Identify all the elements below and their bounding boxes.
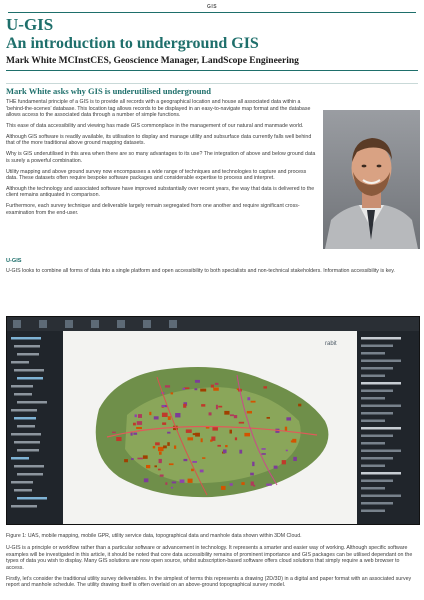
layer-tree-item[interactable] bbox=[17, 425, 35, 428]
building-mark bbox=[168, 416, 171, 420]
layer-tree-item[interactable] bbox=[17, 377, 43, 380]
layer-tree-item[interactable] bbox=[11, 337, 41, 340]
property-row bbox=[361, 360, 401, 363]
building-mark bbox=[160, 474, 164, 476]
layer-tree-item[interactable] bbox=[11, 433, 41, 436]
property-row bbox=[361, 427, 401, 430]
property-row bbox=[361, 457, 393, 460]
building-mark bbox=[239, 422, 244, 424]
paragraph: THE fundamental principle of a GIS is to provide all records with a geographical location and house all associated data within a ‘behind-the-scenes’ database. This location tag allows records to be displayed in an easy-to-navigate map format and the database allows access to the associated data through a number of simple functions. bbox=[6, 99, 311, 119]
property-row bbox=[361, 510, 385, 513]
building-mark bbox=[212, 427, 218, 431]
building-mark bbox=[146, 465, 150, 468]
building-mark bbox=[149, 412, 151, 415]
building-mark bbox=[266, 484, 272, 486]
after-figure-text bbox=[6, 545, 418, 593]
layer-tree-item[interactable] bbox=[17, 449, 39, 452]
building-mark bbox=[192, 461, 197, 463]
building-mark bbox=[216, 405, 218, 409]
building-mark bbox=[124, 459, 128, 462]
layer-tree-item[interactable] bbox=[17, 353, 39, 356]
layer-tree-item[interactable] bbox=[17, 473, 43, 476]
building-mark bbox=[209, 412, 212, 415]
building-mark bbox=[253, 485, 255, 487]
header-rule bbox=[8, 12, 416, 13]
toolbar-item[interactable] bbox=[91, 320, 99, 328]
building-mark bbox=[183, 459, 187, 461]
building-mark bbox=[285, 427, 287, 431]
layer-tree-item[interactable] bbox=[14, 465, 44, 468]
layer-tree-item[interactable] bbox=[14, 417, 36, 420]
building-mark bbox=[239, 450, 242, 454]
paragraph: U-GIS looks to combine all forms of data into a single platform and open accessibility to both specialists and non-technical stakeholders. Information accessibility is key. bbox=[6, 268, 395, 274]
building-mark bbox=[136, 427, 142, 429]
property-row bbox=[361, 502, 393, 505]
building-mark bbox=[218, 406, 222, 408]
article-subtitle: An introduction to underground GIS bbox=[6, 35, 259, 52]
building-mark bbox=[171, 487, 173, 489]
building-mark bbox=[188, 479, 193, 483]
building-mark bbox=[158, 447, 164, 451]
building-mark bbox=[251, 401, 256, 403]
building-mark bbox=[153, 446, 155, 448]
building-mark bbox=[112, 432, 116, 434]
building-mark bbox=[213, 387, 219, 390]
portrait-image bbox=[323, 110, 420, 249]
building-mark bbox=[158, 469, 161, 471]
building-mark bbox=[224, 411, 229, 415]
toolbar-icon bbox=[39, 320, 47, 328]
building-mark bbox=[131, 458, 134, 460]
building-mark bbox=[286, 450, 288, 452]
toolbar-item[interactable] bbox=[13, 320, 21, 328]
building-mark bbox=[159, 459, 162, 463]
paragraph: Why is GIS underutilised in this area when there are so many advantages to its use? The integration of above and below ground data is surely a powerful combination. bbox=[6, 151, 316, 164]
building-mark bbox=[167, 442, 170, 446]
building-mark bbox=[244, 433, 250, 437]
building-mark bbox=[201, 404, 205, 406]
layer-tree-item[interactable] bbox=[17, 497, 47, 500]
section-ugis bbox=[6, 256, 418, 279]
building-mark bbox=[201, 438, 203, 442]
layer-tree-item[interactable] bbox=[14, 441, 40, 444]
building-mark bbox=[247, 397, 250, 400]
building-mark bbox=[261, 453, 265, 455]
property-row bbox=[361, 412, 393, 415]
toolbar-item[interactable] bbox=[39, 320, 47, 328]
building-mark bbox=[191, 469, 194, 472]
building-mark bbox=[217, 445, 221, 447]
property-row bbox=[361, 435, 393, 438]
property-row bbox=[361, 390, 393, 393]
paragraph: This ease of data accessibility and viewing has made GIS commonplace in the management of our natural and manmade world. bbox=[6, 122, 304, 129]
intro-column bbox=[6, 99, 316, 221]
property-row bbox=[361, 367, 393, 370]
building-mark bbox=[234, 415, 237, 418]
layer-tree-item[interactable] bbox=[11, 409, 37, 412]
property-row bbox=[361, 420, 385, 423]
page-header bbox=[0, 0, 424, 14]
building-mark bbox=[165, 482, 167, 485]
property-row bbox=[361, 337, 401, 340]
building-mark bbox=[241, 482, 244, 485]
paragraph: U-GIS is a principle or workflow rather than a particular software or advancement in technology. It represents a smarter and easier way of working. Although specific software examples will be investigated in this article, it should be noted that core data accessibility remains of prominent importance and GIS packages can be utilised dependant on the types of data you wish to display. Many GIS solutions are now open source, whilst subscription-based software offers cloud solutions that simply require a web browser to access. bbox=[6, 545, 413, 571]
building-mark bbox=[187, 437, 193, 440]
building-mark bbox=[174, 445, 176, 448]
building-mark bbox=[267, 417, 270, 419]
section-heading: U-GIS bbox=[6, 258, 22, 264]
building-mark bbox=[154, 465, 157, 467]
building-mark bbox=[169, 463, 174, 465]
building-mark bbox=[200, 470, 204, 473]
brand-label: rabit bbox=[325, 341, 337, 347]
building-mark bbox=[261, 448, 265, 450]
property-row bbox=[361, 465, 385, 468]
building-mark bbox=[211, 437, 215, 441]
building-mark bbox=[221, 486, 226, 490]
building-mark bbox=[133, 423, 136, 426]
building-mark bbox=[163, 445, 167, 448]
building-mark bbox=[230, 483, 233, 486]
building-mark bbox=[162, 413, 168, 417]
building-mark bbox=[263, 386, 267, 388]
building-mark bbox=[133, 433, 137, 435]
byline: Mark White MCInstCES, Geoscience Manager, LandScope Engineering bbox=[6, 56, 299, 66]
toolbar-icon bbox=[91, 320, 99, 328]
toolbar-item[interactable] bbox=[117, 320, 125, 328]
paragraph: Although GIS software is readily available, its utilisation to display and manage utility and subsurface data currently falls well behind that of the more traditional above ground mapping datasets. bbox=[6, 133, 312, 147]
article-title: U-GIS bbox=[6, 15, 54, 34]
paragraph: Utility mapping and above ground survey now encompasses a wide range of techniques and technologies to capture and process data. These datasets often require bespoke software packages and considerable expertise to process and interpret. bbox=[6, 168, 307, 182]
property-row bbox=[361, 375, 385, 378]
layer-tree-item[interactable] bbox=[17, 401, 47, 404]
paragraph: Although the technology and associated software have improved substantially over recent years, the way that data is delivered to the client remains antiquated in comparison. bbox=[6, 185, 315, 199]
toolbar-icon bbox=[65, 320, 73, 328]
property-row bbox=[361, 495, 401, 498]
building-mark bbox=[137, 458, 142, 460]
building-mark bbox=[138, 414, 142, 418]
property-row bbox=[361, 345, 393, 348]
building-mark bbox=[193, 433, 198, 435]
toolbar-icon bbox=[13, 320, 21, 328]
property-row bbox=[361, 382, 401, 385]
author-portrait bbox=[323, 110, 420, 249]
building-mark bbox=[202, 457, 205, 459]
property-row bbox=[361, 405, 401, 408]
building-mark bbox=[292, 439, 296, 443]
building-mark bbox=[200, 389, 206, 392]
building-mark bbox=[211, 385, 214, 388]
building-mark bbox=[235, 437, 237, 440]
title-rule bbox=[6, 70, 418, 71]
building-mark bbox=[143, 455, 148, 458]
building-mark bbox=[195, 380, 200, 383]
subheading: Mark White asks why GIS is underutilised underground bbox=[6, 86, 211, 96]
building-mark bbox=[286, 417, 291, 420]
building-mark bbox=[194, 388, 197, 390]
layer-tree-item[interactable] bbox=[11, 385, 33, 388]
layer-tree-item[interactable] bbox=[14, 489, 32, 492]
toolbar-icon bbox=[169, 320, 177, 328]
building-mark bbox=[175, 413, 180, 417]
building-mark bbox=[135, 414, 137, 417]
building-mark bbox=[229, 430, 232, 434]
property-row bbox=[361, 487, 385, 490]
layer-tree-item[interactable] bbox=[14, 393, 32, 396]
layer-tree-item[interactable] bbox=[11, 457, 29, 460]
toolbar-item[interactable] bbox=[169, 320, 177, 328]
building-mark bbox=[162, 422, 166, 424]
building-mark bbox=[171, 392, 173, 394]
building-mark bbox=[274, 466, 278, 469]
building-mark bbox=[186, 429, 192, 432]
toolbar-icon bbox=[143, 320, 151, 328]
building-mark bbox=[172, 481, 176, 483]
building-mark bbox=[183, 388, 186, 390]
building-mark bbox=[167, 432, 170, 434]
figure-screenshot bbox=[6, 316, 420, 525]
building-mark bbox=[183, 404, 186, 408]
layer-tree-item[interactable] bbox=[11, 361, 29, 364]
section-rule bbox=[6, 83, 418, 84]
building-mark bbox=[223, 449, 227, 453]
building-mark bbox=[250, 473, 254, 476]
building-mark bbox=[137, 421, 142, 425]
building-mark bbox=[144, 478, 148, 482]
building-mark bbox=[252, 462, 254, 466]
figure-caption: Figure 1: UAS, mobile mapping, mobile GPR, utility service data, topographical data and manhole data shown within 3DM Cloud. bbox=[6, 533, 302, 539]
building-mark bbox=[180, 479, 185, 482]
building-mark bbox=[155, 442, 160, 445]
property-row bbox=[361, 352, 385, 355]
property-row bbox=[361, 450, 401, 453]
building-mark bbox=[225, 445, 227, 447]
property-row bbox=[361, 442, 385, 445]
property-row bbox=[361, 480, 393, 483]
figure-3dm-cloud-view bbox=[7, 317, 419, 524]
toolbar-icon bbox=[117, 320, 125, 328]
building-mark bbox=[282, 460, 286, 464]
layer-tree-item[interactable] bbox=[14, 345, 40, 348]
building-mark bbox=[298, 404, 301, 407]
layer-tree-item[interactable] bbox=[14, 369, 44, 372]
layer-tree-item[interactable] bbox=[11, 481, 33, 484]
layer-tree-item[interactable] bbox=[11, 505, 37, 508]
building-mark bbox=[154, 416, 159, 419]
property-row bbox=[361, 397, 385, 400]
building-mark bbox=[131, 432, 133, 435]
building-mark bbox=[165, 385, 170, 387]
building-mark bbox=[215, 383, 219, 385]
building-mark bbox=[247, 411, 252, 414]
paragraph: Firstly, let’s consider the traditional utility survey deliverables. In the simplest of terms this represents a drawing (2D/3D) in a digital and paper format with an associated survey report and manhole schedule. The utility drawing itself is often overlaid on an above-ground topographical survey model. bbox=[6, 575, 412, 589]
building-mark bbox=[159, 452, 162, 455]
building-mark bbox=[162, 405, 165, 407]
building-mark bbox=[116, 437, 121, 441]
toolbar-item[interactable] bbox=[65, 320, 73, 328]
toolbar-item[interactable] bbox=[143, 320, 151, 328]
property-row bbox=[361, 472, 401, 475]
paragraph: Furthermore, each survey technique and deliverable largely remain segregated from one another and require significant cross-examination from the end-user. bbox=[6, 203, 300, 216]
building-mark bbox=[293, 457, 297, 461]
running-title: GIS bbox=[206, 4, 218, 10]
building-mark bbox=[230, 414, 234, 416]
